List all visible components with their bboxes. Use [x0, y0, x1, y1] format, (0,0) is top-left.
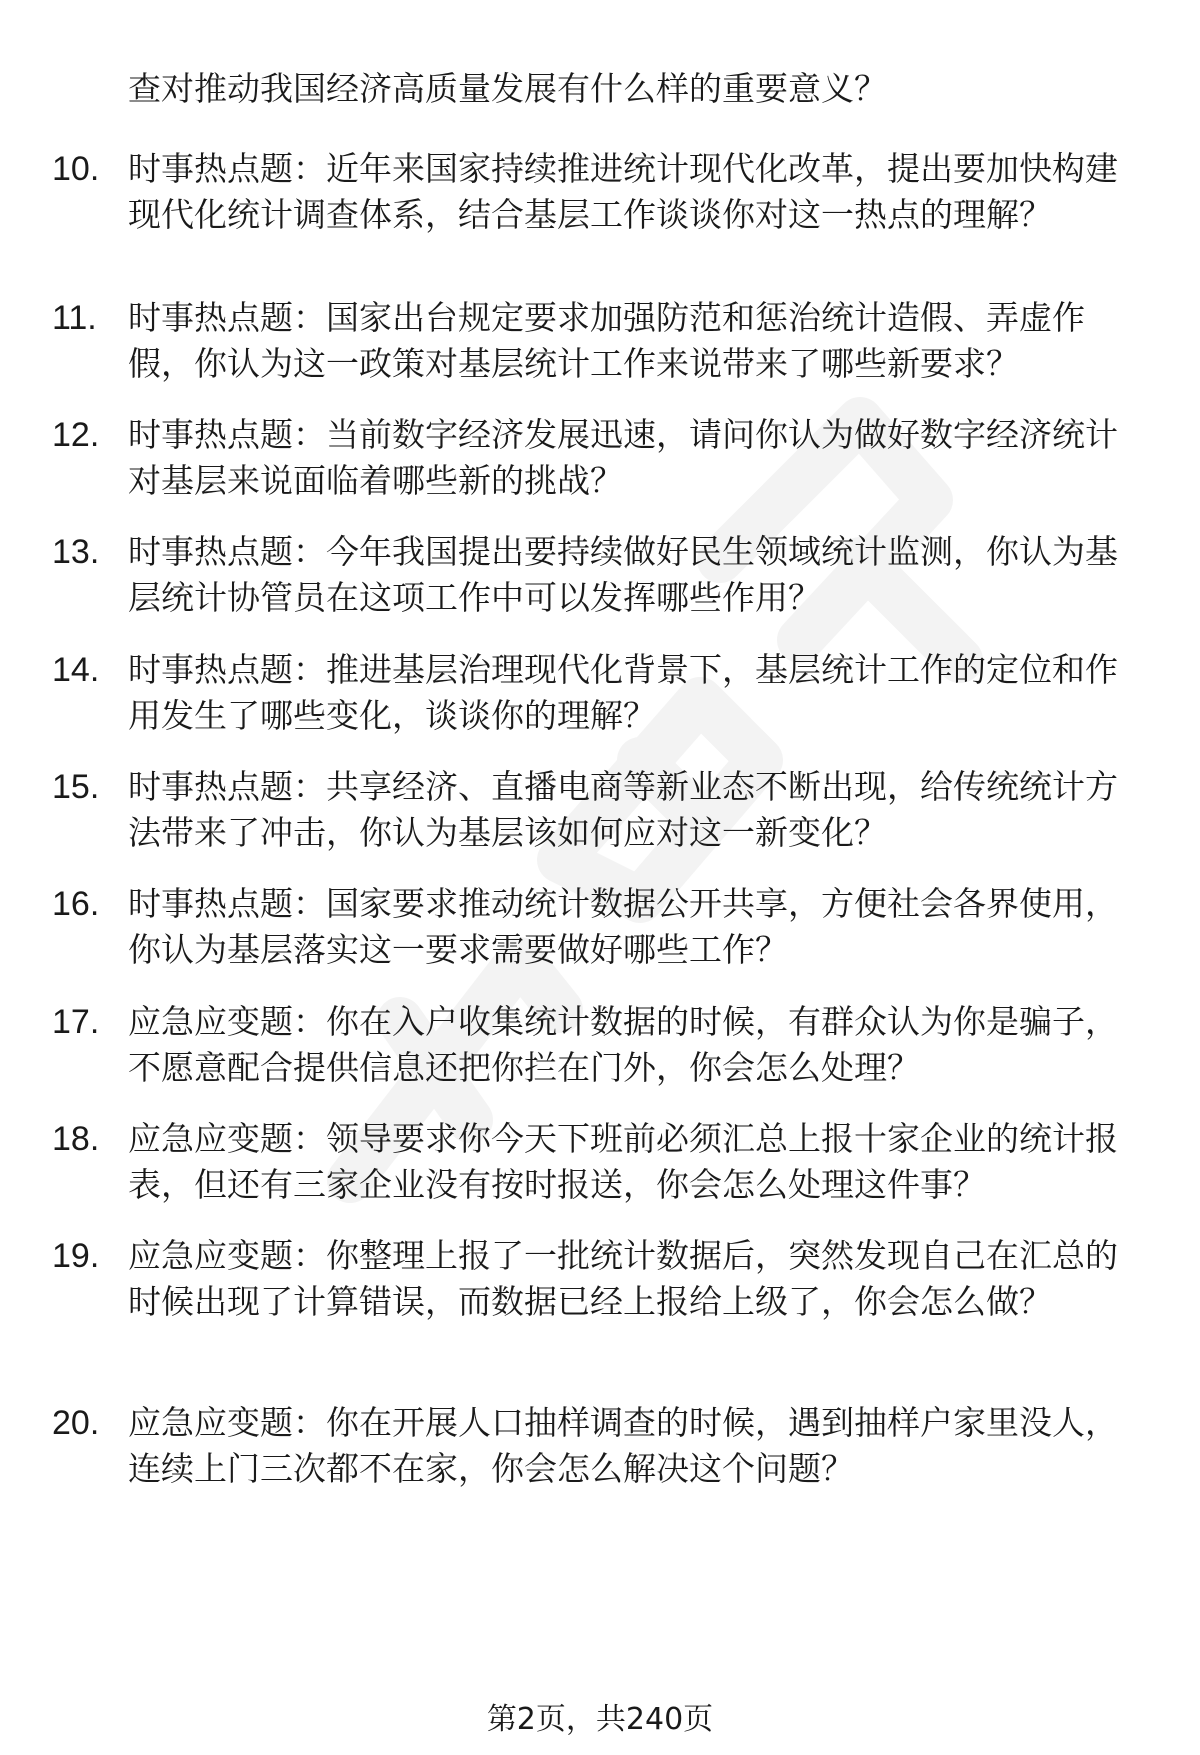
question-number: 18. — [52, 1120, 100, 1158]
question-item — [52, 1233, 1152, 1325]
question-text: 时事热点题：国家出台规定要求加强防范和惩治统计造假、弄虚作假，你认为这一政策对基层统计工作来说带来了哪些新要求？ — [128, 298, 1085, 383]
question-item — [52, 1400, 1152, 1492]
continued-question-text: 查对推动我国经济高质量发展有什么样的重要意义？ — [128, 69, 887, 108]
question-number: 19. — [52, 1237, 100, 1275]
question-text: 时事热点题：共享经济、直播电商等新业态不断出现，给传统统计方法带来了冲击，你认为基层该如何应对这一新变化？ — [128, 767, 1118, 852]
question-text: 应急应变题：你在开展人口抽样调查的时候，遇到抽样户家里没人，连续上门三次都不在家，你会怎么解决这个问题？ — [128, 1403, 1118, 1488]
question-text: 时事热点题：今年我国提出要持续做好民生领域统计监测，你认为基层统计协管员在这项工作中可以发挥哪些作用？ — [128, 532, 1118, 617]
question-item — [52, 764, 1152, 856]
question-item — [52, 146, 1152, 238]
question-number: 12. — [52, 416, 100, 454]
question-number: 11. — [52, 299, 97, 337]
question-number: 15. — [52, 768, 100, 806]
question-text: 时事热点题：国家要求推动统计数据公开共享，方便社会各界使用，你认为基层落实这一要求需要做好哪些工作？ — [128, 884, 1118, 969]
question-item — [52, 412, 1152, 504]
question-text: 应急应变题：你整理上报了一批统计数据后，突然发现自己在汇总的时候出现了计算错误，而数据已经上报给上级了，你会怎么做？ — [128, 1236, 1118, 1321]
question-text: 时事热点题：近年来国家持续推进统计现代化改革，提出要加快构建现代化统计调查体系，结合基层工作谈谈你对这一热点的理解？ — [128, 149, 1118, 234]
question-text: 时事热点题：当前数字经济发展迅速，请问你认为做好数字经济统计对基层来说面临着哪些新的挑战？ — [128, 415, 1118, 500]
question-number: 17. — [52, 1003, 100, 1041]
page-footer: 第2页，共240页 — [486, 1702, 714, 1737]
question-item — [52, 647, 1152, 739]
question-item — [52, 1116, 1152, 1208]
question-number: 16. — [52, 885, 100, 923]
question-text: 应急应变题：领导要求你今天下班前必须汇总上报十家企业的统计报表，但还有三家企业没有按时报送，你会怎么处理这件事？ — [128, 1119, 1118, 1204]
question-text: 时事热点题：推进基层治理现代化背景下，基层统计工作的定位和作用发生了哪些变化，谈谈你的理解？ — [128, 650, 1118, 735]
question-number: 13. — [52, 533, 100, 571]
question-item — [52, 529, 1152, 621]
question-number: 10. — [52, 150, 100, 188]
question-item — [52, 999, 1152, 1091]
question-number: 14. — [52, 651, 100, 689]
question-item — [52, 881, 1152, 973]
question-number: 20. — [52, 1404, 100, 1442]
question-text: 应急应变题：你在入户收集统计数据的时候，有群众认为你是骗子，不愿意配合提供信息还把你拦在门外，你会怎么处理？ — [128, 1002, 1118, 1087]
question-item — [52, 295, 1152, 387]
